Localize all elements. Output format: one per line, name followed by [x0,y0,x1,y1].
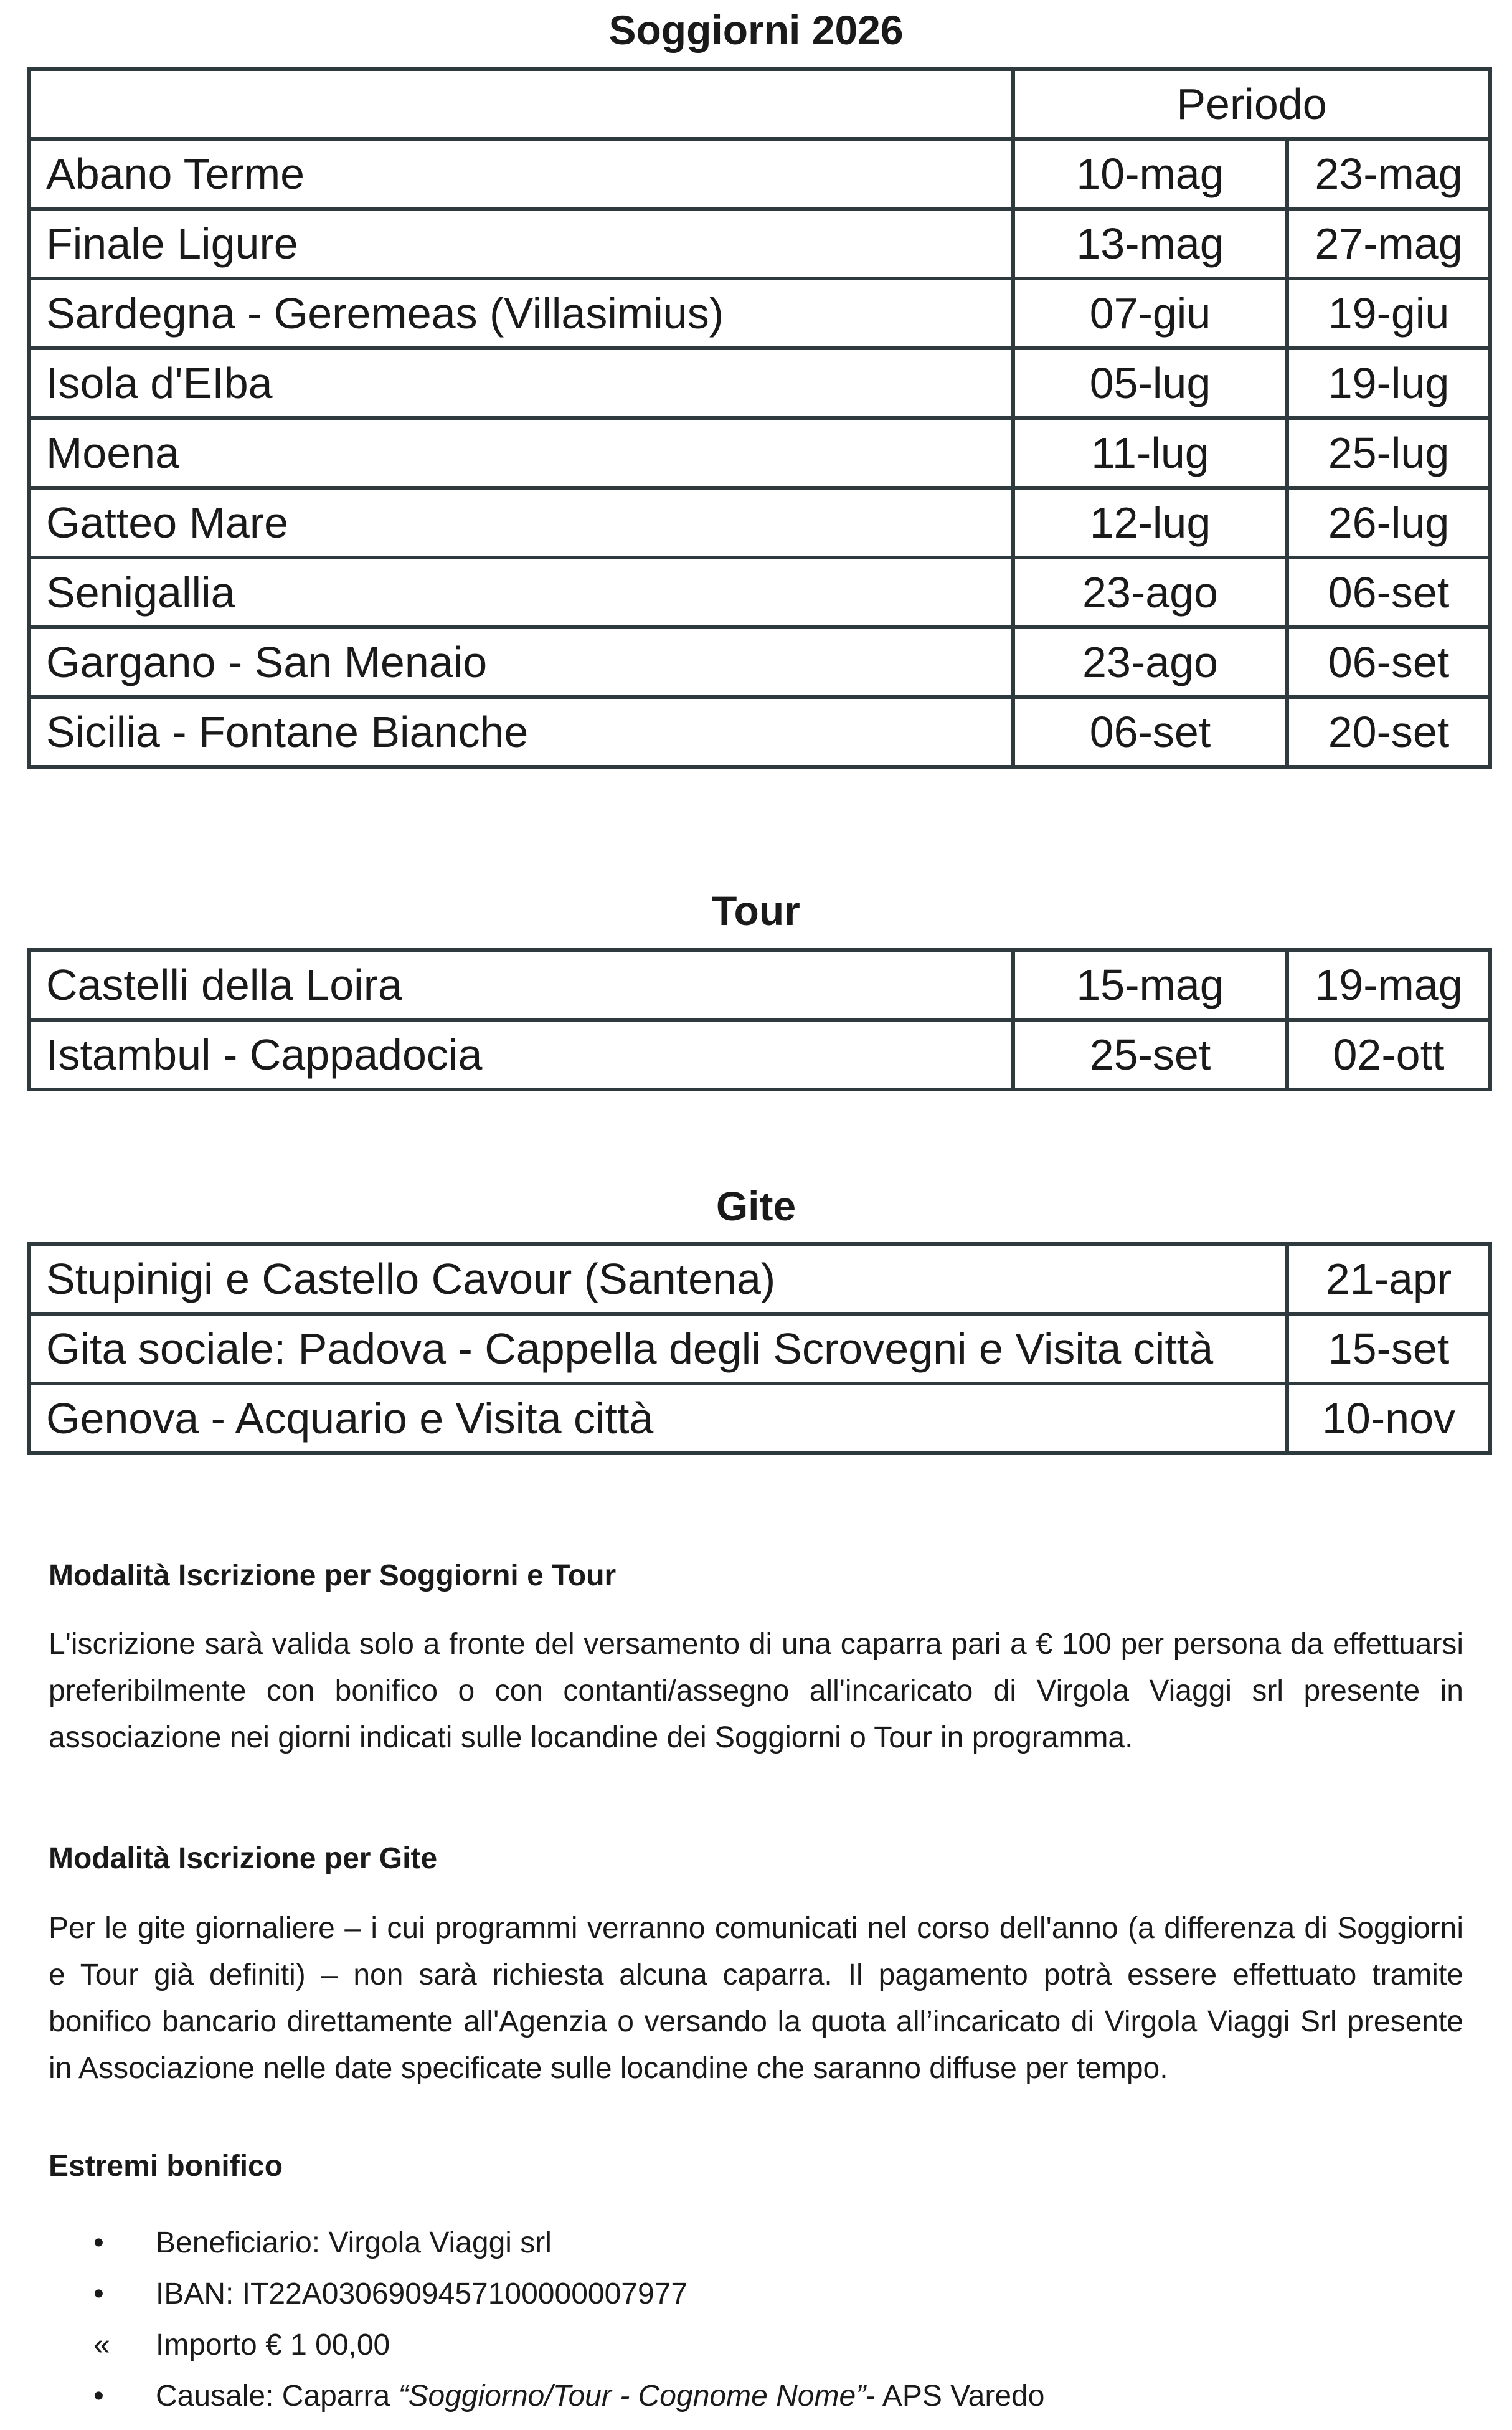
tour-table [27,948,1492,1091]
destination-name: Abano Terme [29,139,1013,209]
list-item [93,2269,1044,2320]
bonifico-heading: Estremi bonifico [49,2150,283,2183]
end-date: 25-lug [1287,418,1490,488]
destination-name: Moena [29,418,1013,488]
table-row [29,950,1490,1020]
table-row [29,1244,1490,1314]
bullet-icon: • [93,2277,104,2310]
end-date: 20-set [1287,697,1490,767]
table-row [29,488,1490,558]
bonifico-list [93,2218,1044,2422]
end-date: 06-set [1287,627,1490,697]
tour-name: Castelli della Loira [29,950,1013,1020]
trip-date: 15-set [1287,1314,1490,1383]
iscrizione-soggiorni-text: L'iscrizione sarà valida solo a fronte del versamento di una caparra pari a € 100 per persona da effettuarsi preferibilmente con bonifico o con contanti/assegno all'incaricato di Virgola Viaggi srl presente in associazione nei giorni indicati sulle locandine dei Soggiorni o Tour in programma. [49,1628,1463,1754]
start-date: 23-ago [1013,627,1287,697]
table-row [29,1020,1490,1089]
destination-name: Gatteo Mare [29,488,1013,558]
table-row [29,1383,1490,1453]
start-date: 23-ago [1013,558,1287,627]
start-date: 05-lug [1013,348,1287,418]
end-date: 02-ott [1287,1020,1490,1089]
header-empty-cell [29,69,1013,139]
end-date: 26-lug [1287,488,1490,558]
trip-name: Gita sociale: Padova - Cappella degli Scrovegni e Visita città [29,1314,1287,1383]
period-header: Periodo [1013,69,1490,139]
table-row [29,697,1490,767]
end-date: 27-mag [1287,209,1490,278]
end-date: 06-set [1287,558,1490,627]
bullet-icon: • [93,2380,104,2413]
beneficiary-text: Beneficiario: Virgola Viaggi srl [156,2226,552,2259]
start-date: 11-lug [1013,418,1287,488]
gite-table [27,1242,1492,1455]
iscrizione-gite-heading: Modalità Iscrizione per Gite [49,1842,438,1875]
table-row [29,627,1490,697]
destination-name: Sardegna - Geremeas (Villasimius) [29,278,1013,348]
causale-label: Causale: Caparra [156,2380,399,2413]
end-date: 23-mag [1287,139,1490,209]
end-date: 19-mag [1287,950,1490,1020]
start-date: 07-giu [1013,278,1287,348]
soggiorni-table [27,67,1492,769]
destination-name: Isola d'EIba [29,348,1013,418]
iscrizione-soggiorni-heading: Modalità Iscrizione per Soggiorni e Tour [49,1559,617,1592]
table-row [29,278,1490,348]
list-item [93,2371,1044,2422]
start-date: 12-lug [1013,488,1287,558]
trip-date: 10-nov [1287,1383,1490,1453]
amount-text: Importo € 1 00,00 [156,2328,390,2361]
iscrizione-gite-text: Per le gite giornaliere – i cui programmi verranno comunicati nel corso dell'anno (a differenza di Soggiorni e Tour già definiti) – non sarà richiesta alcuna caparra. Il pagamento potrà essere effettuato tramite bonifico bancario direttamente all'Agenzia o versando la quota all’incaricato di Virgola Viaggi Srl presente in Associazione nelle date specificate sulle locandine che saranno diffuse per tempo. [49,1912,1463,2085]
list-item [93,2218,1044,2269]
destination-name: Gargano - San Menaio [29,627,1013,697]
table-row [29,418,1490,488]
table-row [29,1314,1490,1383]
table-row [29,139,1490,209]
causale-reference: “Soggiorno/Tour - Cognome Nome” [398,2380,866,2413]
start-date: 15-mag [1013,950,1287,1020]
trip-name: Genova - Acquario e Visita città [29,1383,1287,1453]
start-date: 10-mag [1013,139,1287,209]
table-header-row [29,69,1490,139]
start-date: 13-mag [1013,209,1287,278]
end-date: 19-giu [1287,278,1490,348]
iban-text: IBAN: IT22A0306909457100000007977 [156,2277,688,2310]
trip-name: Stupinigi e Castello Cavour (Santena) [29,1244,1287,1314]
causale-suffix: - APS Varedo [866,2380,1045,2413]
table-row [29,558,1490,627]
end-date: 19-lug [1287,348,1490,418]
destination-name: Sicilia - Fontane Bianche [29,697,1013,767]
destination-name: Finale Ligure [29,209,1013,278]
start-date: 06-set [1013,697,1287,767]
tour-name: Istambul - Cappadocia [29,1020,1013,1089]
table-row [29,209,1490,278]
tour-title: Tour [712,888,800,934]
trip-date: 21-apr [1287,1244,1490,1314]
bullet-icon: « [93,2328,110,2361]
start-date: 25-set [1013,1020,1287,1089]
destination-name: Senigallia [29,558,1013,627]
list-item [93,2320,1044,2371]
soggiorni-title: Soggiorni 2026 [608,7,904,53]
table-row [29,348,1490,418]
bullet-icon: • [93,2226,104,2259]
gite-title: Gite [716,1183,796,1229]
